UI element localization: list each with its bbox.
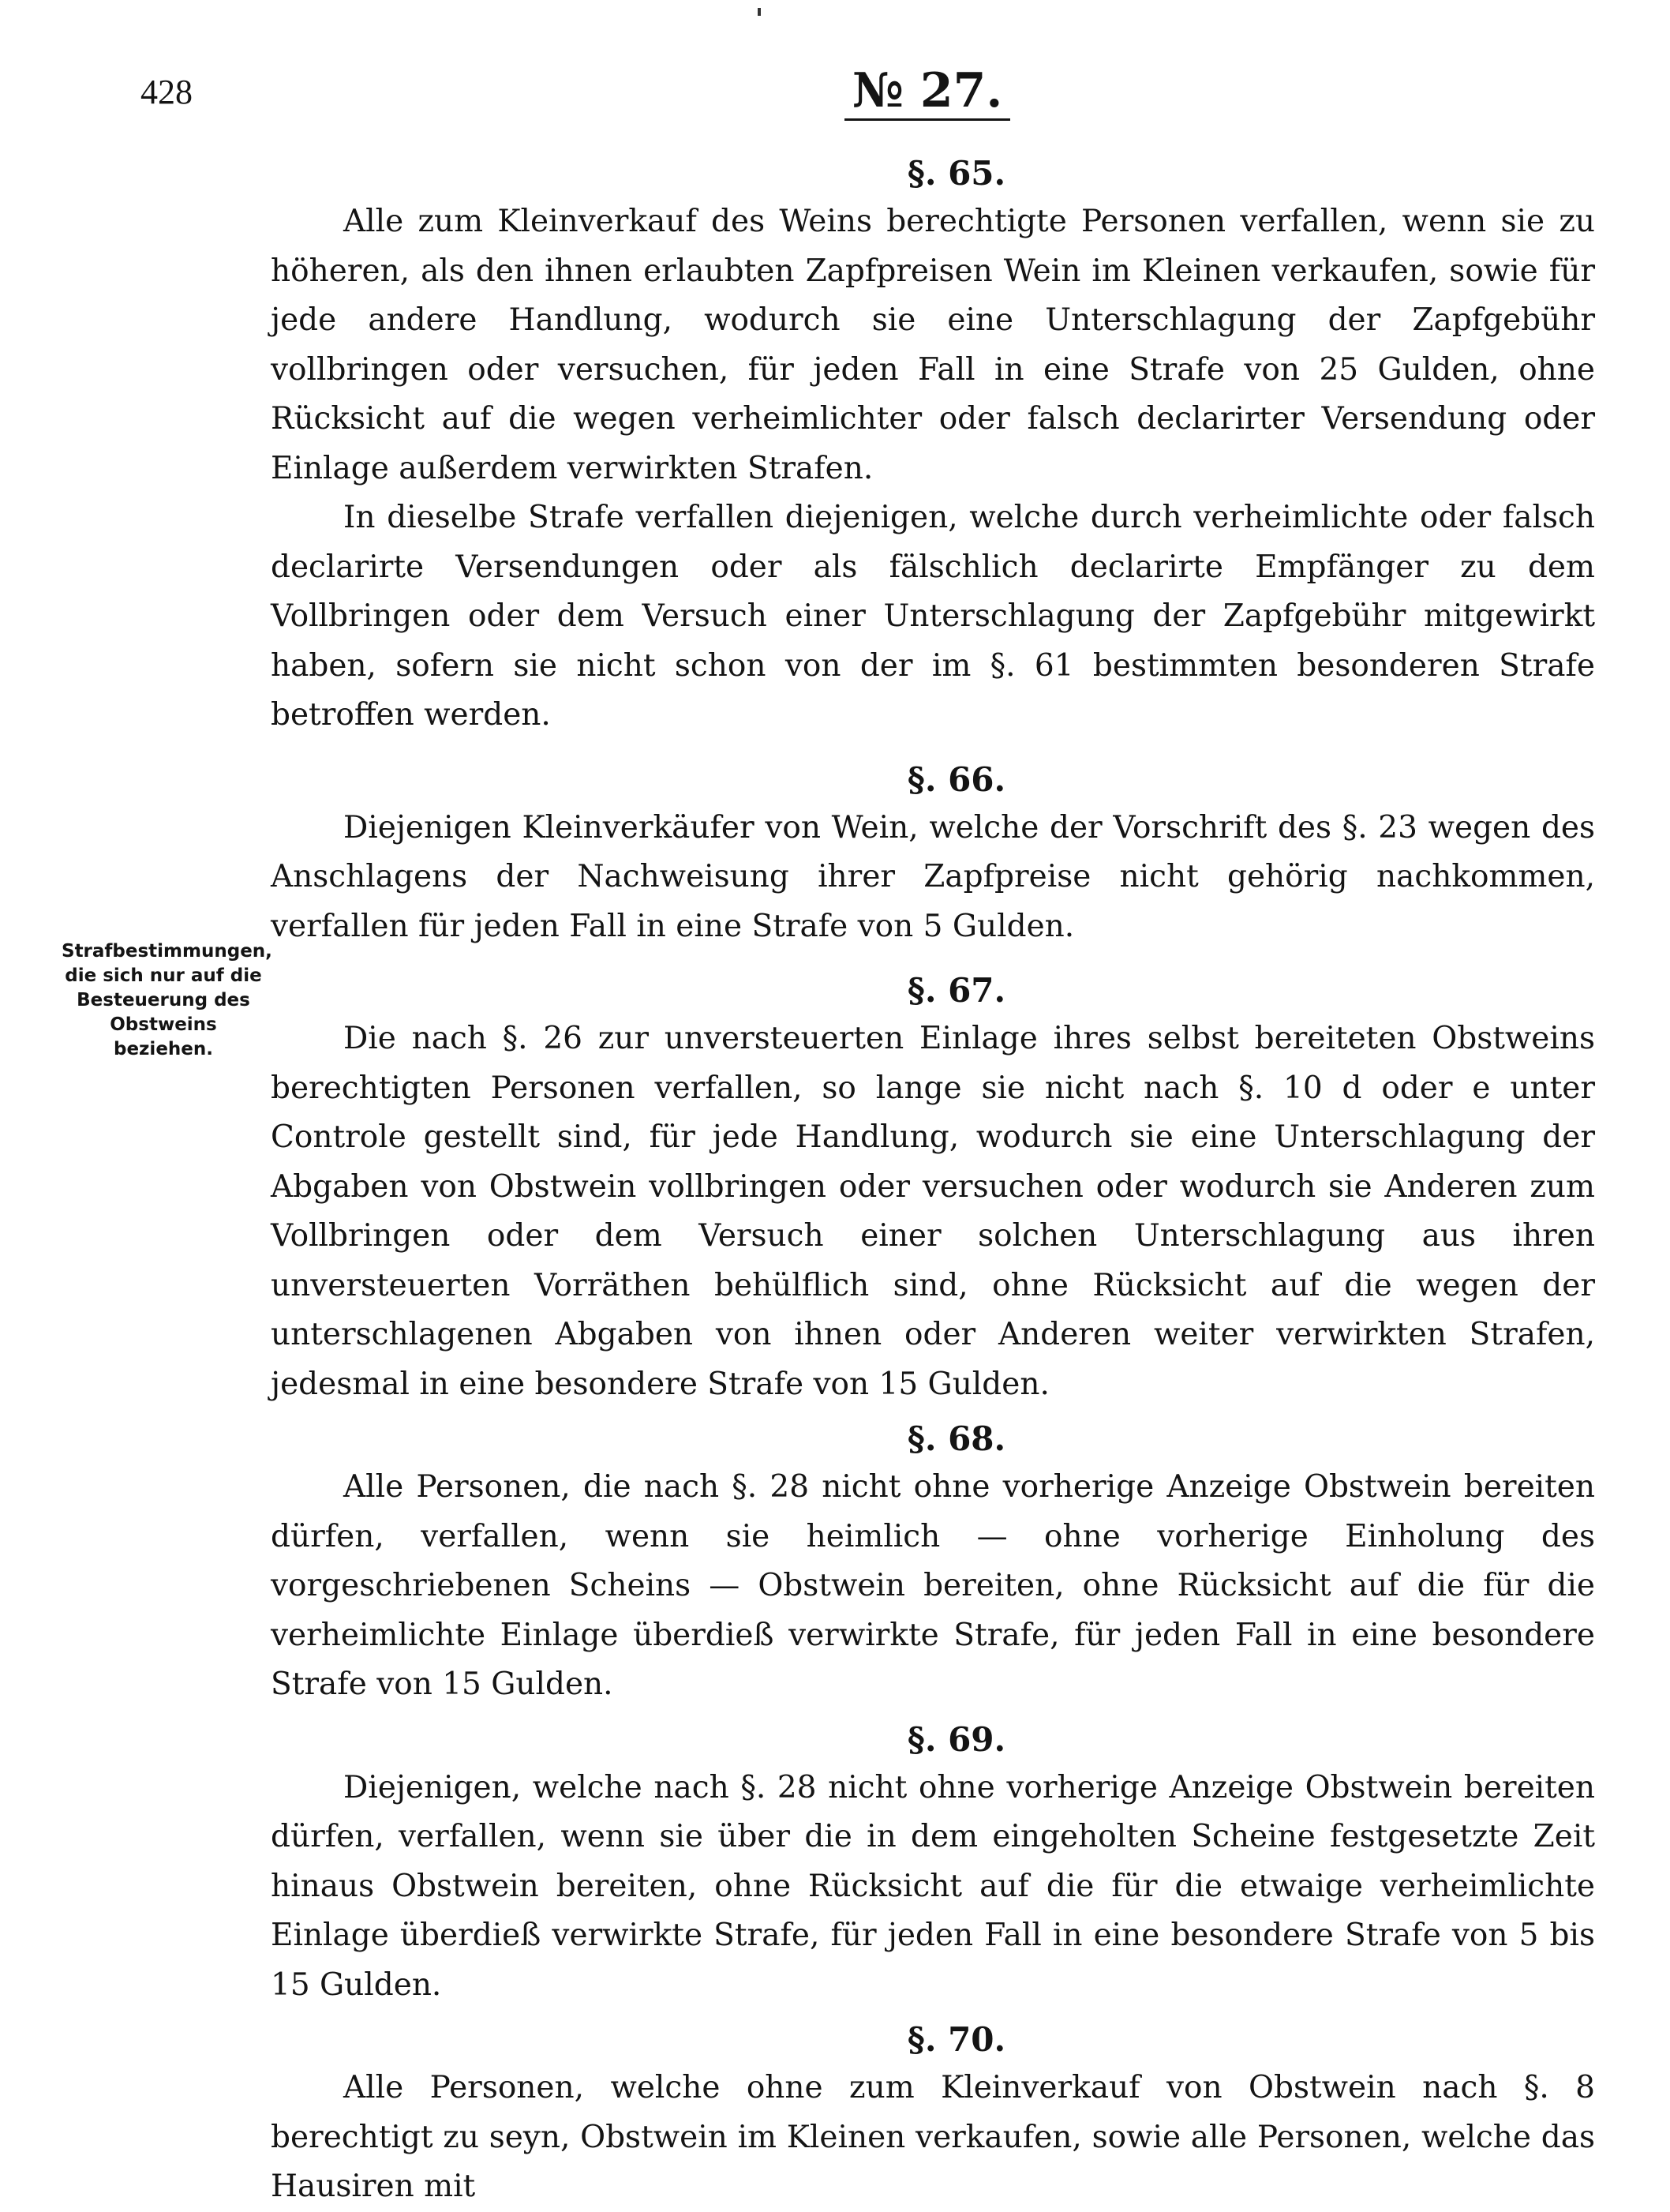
body-text <box>271 150 1595 2212</box>
paragraph: Diejenigen Kleinverkäufer von Wein, welche der Vorschrift des §. 23 wegen des Anschlagens der Nachweisung ihrer Zapfpreise nicht gehörig nachkommen, verfallen für jeden Fall in eine Strafe von 5 Gulden. <box>271 809 1595 944</box>
paragraph: Diejenigen, welche nach §. 28 nicht ohne vorherige Anzeige Obstwein bereiten dürfen, verfallen, wenn sie über die in dem eingeholten Scheine festgesetzte Zeit hinaus Obstwein bereiten, ohne Rücksicht auf die für die etwaige verheimlichte Einlage überdieß verwirkte Strafe, für jeden Fall in eine besondere Strafe von 5 bis 15 Gulden. <box>271 1769 1595 2003</box>
section-heading-65: §. 65. <box>907 154 1006 193</box>
section-heading-70: §. 70. <box>907 2020 1006 2059</box>
paragraph: Alle Personen, die nach §. 28 nicht ohne vorherige Anzeige Obstwein bereiten dürfen, verfallen, wenn sie heimlich — ohne vorherige Einholung des vorgeschriebenen Scheins — Obstwein bereiten, ohne Rücksicht auf die für die verheimlichte Einlage überdieß verwirkte Strafe, für jeden Fall in eine besondere Strafe von 15 Gulden. <box>271 1469 1595 1702</box>
page-number: 428 <box>140 73 193 111</box>
print-mark <box>758 8 761 16</box>
issue-number: № 27. <box>844 63 1010 121</box>
paragraph: Die nach §. 26 zur unversteuerten Einlage ihres selbst bereiteten Obstweins berechtigten Personen verfallen, so lange sie nicht nach §. 10 d oder e unter Controle gestellt sind, für jede Handlung, wodurch sie eine Unterschlagung der Abgaben von Obstwein vollbringen oder versuchen oder wodurch sie Anderen zum Vollbringen oder dem Versuch einer solchen Unterschlagung aus ihren unversteuerten Vorräthen behülflich sind, ohne Rücksicht auf die wegen der unterschlagenen Abgaben von ihnen oder Anderen weiter verwirkten Strafen, jedesmal in eine besondere Strafe von 15 Gulden. <box>271 1021 1595 1402</box>
paragraph: Alle zum Kleinverkauf des Weins berechtigte Personen verfallen, wenn sie zu höheren, als den ihnen erlaubten Zapfpreisen Wein im Kleinen verkaufen, sowie für jede andere Handlung, wodurch sie eine Unterschlagung der Zapfgebühr vollbringen oder versuchen, für jeden Fall in eine Strafe von 25 Gulden, ohne Rücksicht auf die wegen verheimlichter oder falsch declarirter Versendung oder Einlage außerdem verwirkten Strafen. <box>271 204 1595 486</box>
margin-note: Strafbestimmungen, die sich nur auf die Besteuerung des Obstweins beziehen. <box>62 941 272 1059</box>
paragraph: In dieselbe Strafe verfallen diejenigen, welche durch verheimlichte oder falsch declarirte Versendungen oder als fälschlich declarirte Empfänger zu dem Vollbringen oder dem Versuch einer Unterschlagung der Zapfgebühr mitgewirkt haben, sofern sie nicht schon von der im §. 61 bestimmten besonderen Strafe betroffen werden. <box>271 500 1595 733</box>
section-heading-68: §. 68. <box>907 1419 1006 1458</box>
paragraph: Alle Personen, welche ohne zum Kleinverkauf von Obstwein nach §. 8 berechtigt zu seyn, Obstwein im Kleinen verkaufen, sowie alle Personen, welche das Hausiren mit <box>271 2070 1595 2204</box>
section-heading-69: §. 69. <box>907 1719 1006 1759</box>
section-heading-67: §. 67. <box>907 971 1006 1010</box>
section-heading-66: §. 66. <box>907 759 1006 799</box>
